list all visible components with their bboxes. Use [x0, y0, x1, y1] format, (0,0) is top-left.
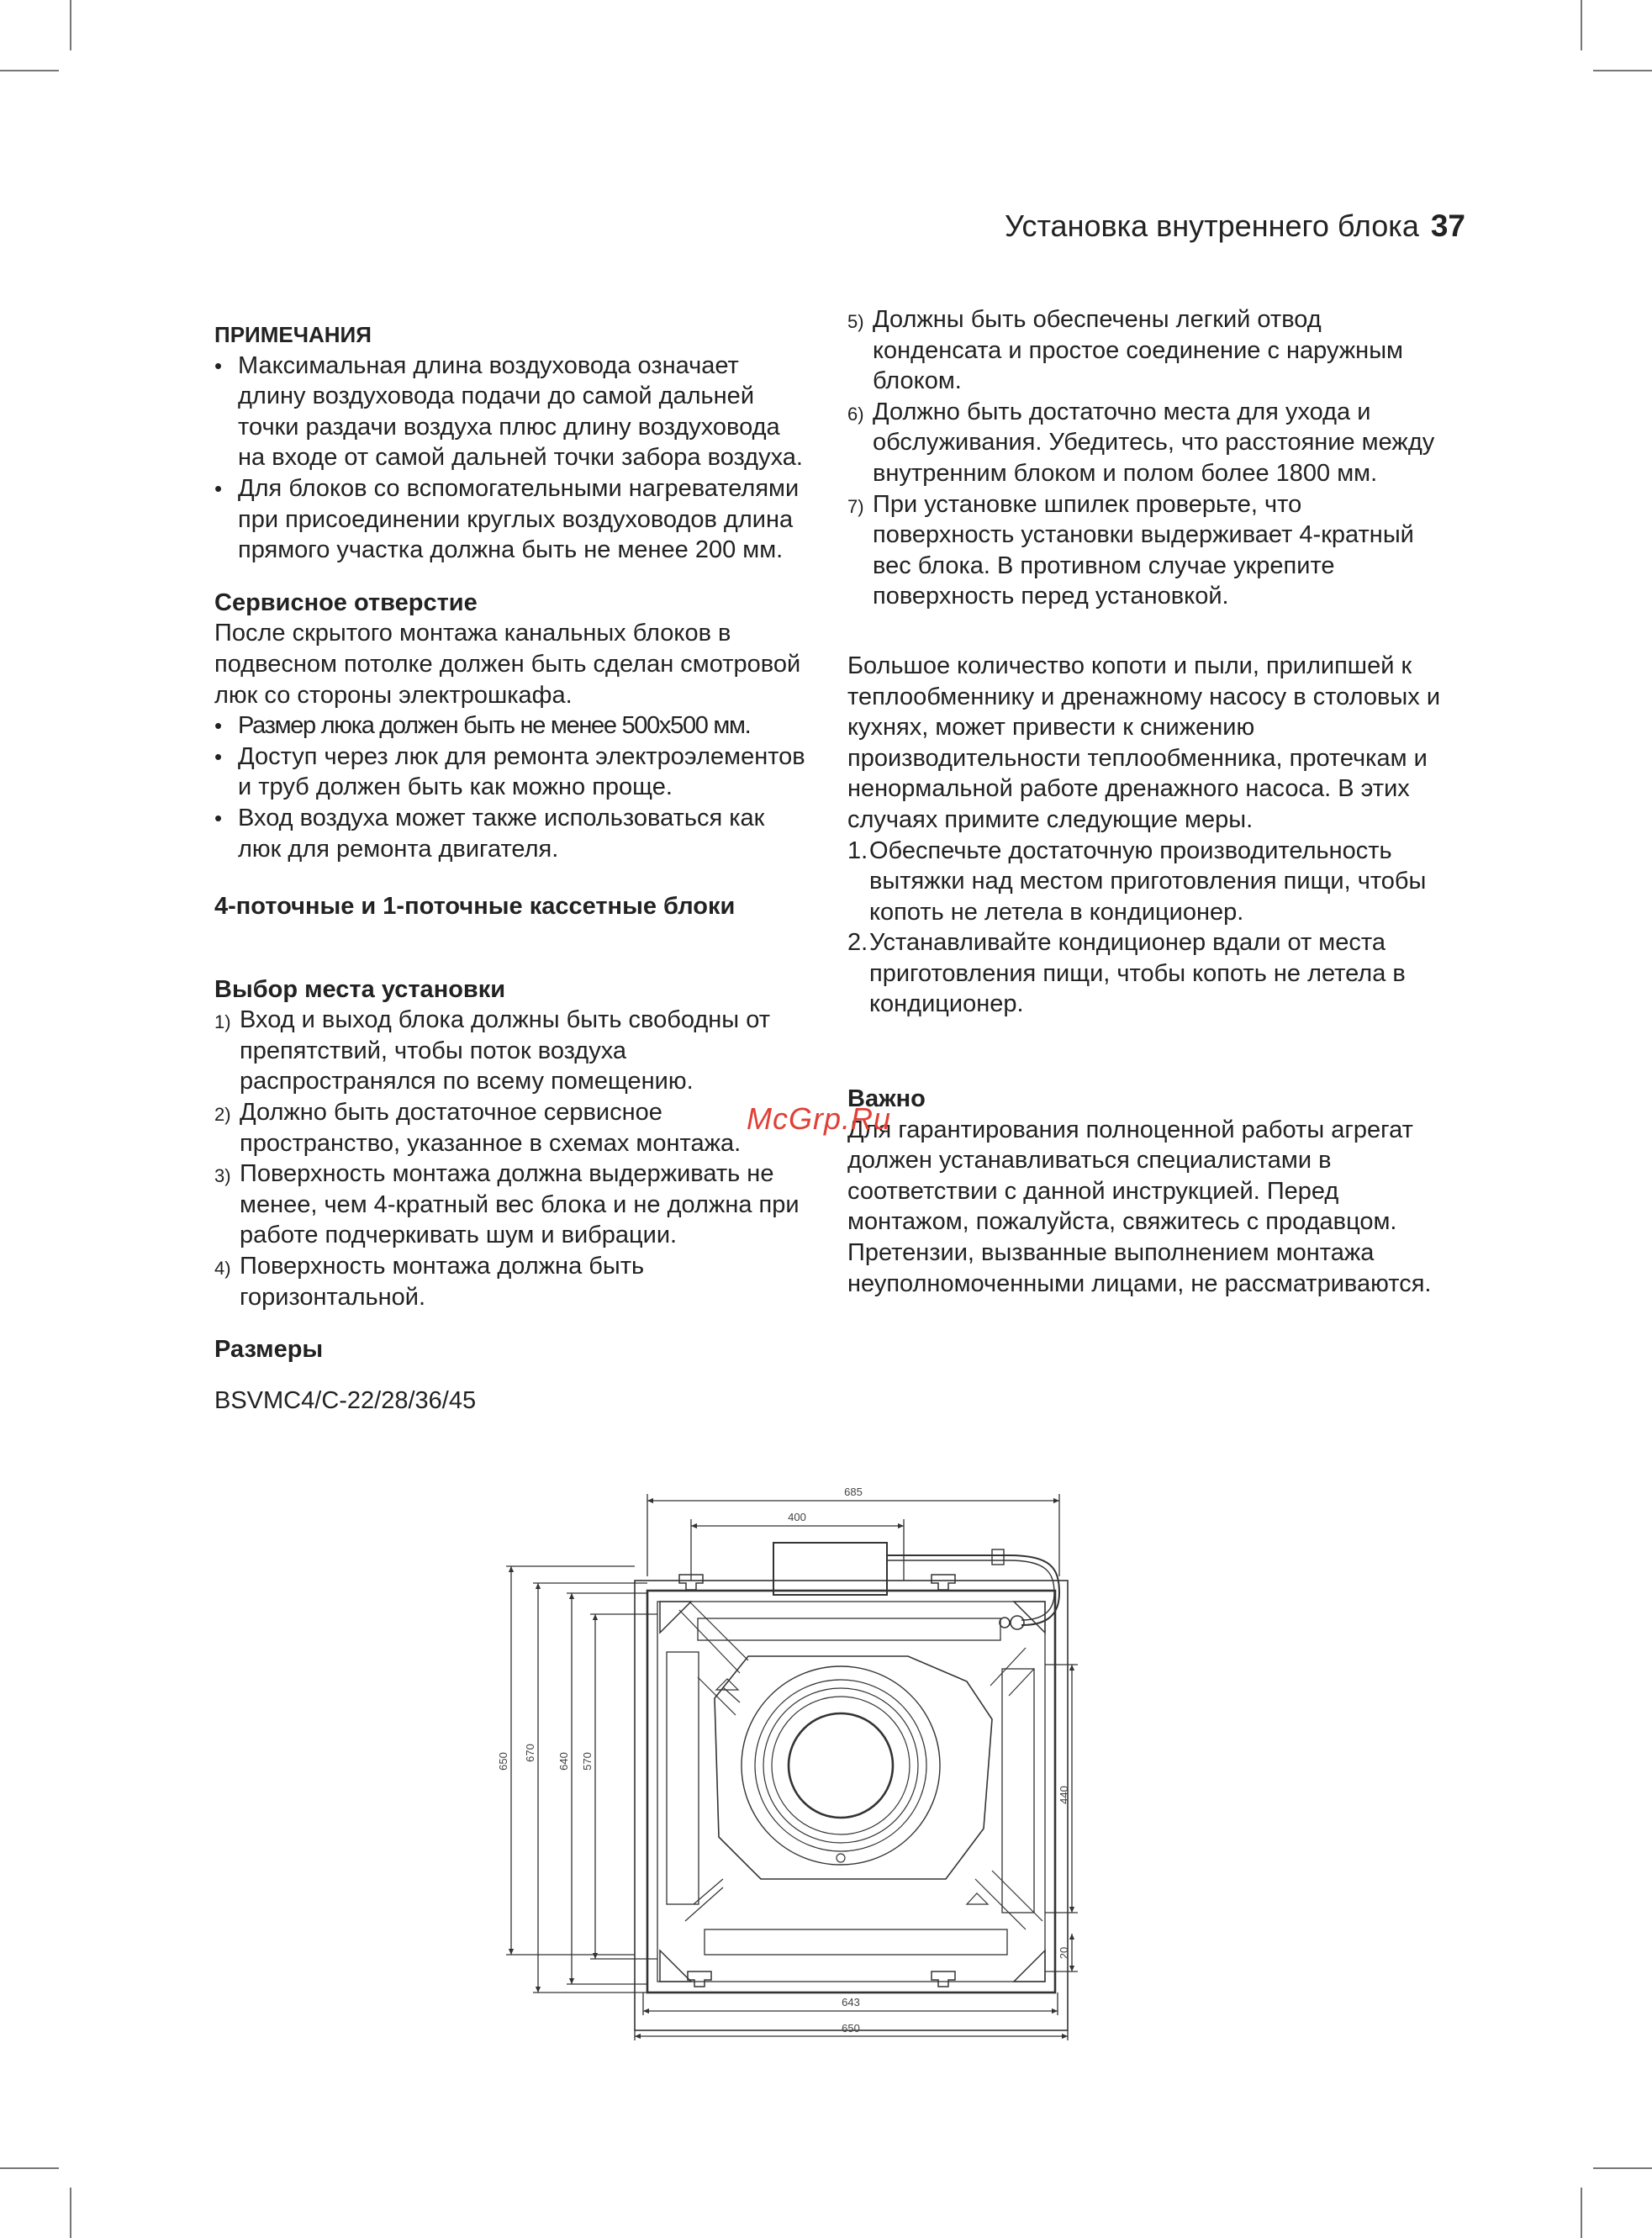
model-label: BSVMC4/C-22/28/36/45 [214, 1386, 477, 1414]
dimensions-drawing [471, 1475, 1110, 2047]
crop-mark [70, 2188, 71, 2238]
soot-item: Устанавливайте кондиционер вдали от места приготовления пищи, чтобы копоть не летела в кондиционер. [869, 929, 1406, 1018]
list-item [847, 489, 1449, 612]
list-item: • Размер люка должен быть не менее 500х500 мм. [214, 710, 807, 742]
list-item [847, 304, 1449, 397]
item-number: 7) [847, 495, 864, 517]
item-number: 5) [847, 311, 864, 332]
crop-mark [0, 2167, 59, 2169]
location-item: Поверхность монтажа должна выдерживать не менее, чем 4-кратный вес блока и не должна при работе подчеркивать шум и вибрации. [240, 1160, 800, 1249]
page-number: 37 [1430, 208, 1465, 243]
service-item: Доступ через люк для ремонта электроэлементов и труб должен быть как можно проще. [238, 742, 805, 801]
service-item: Размер люка должен быть не менее 500х500 мм. [238, 712, 751, 740]
notes-item: Для блоков со вспомогательными нагревателями при присоединении круглых воздуховодов длина прямого участка должна быть не менее 200 мм. [238, 474, 800, 564]
crop-mark [1593, 2167, 1652, 2169]
dim-label: 20 [1058, 1946, 1070, 1960]
important-heading: Важно [847, 1085, 926, 1113]
list-item [847, 836, 1449, 928]
crop-mark [0, 70, 59, 71]
item-number: 1) [214, 1011, 231, 1033]
notes-heading: ПРИМЕЧАНИЯ [214, 322, 372, 347]
dim-label: 650 [842, 2022, 860, 2035]
service-intro: После скрытого монтажа канальных блоков в подвесном потолке должен быть сделан смотровой люк со стороны электрошкафа. [214, 620, 801, 709]
dim-label: 640 [557, 1752, 570, 1771]
item-number: 2) [214, 1104, 231, 1126]
list-item [214, 1159, 807, 1251]
soot-intro: Большое количество копоти и пыли, прилипшей к теплообменнику и дренажному насосу в столовых и кухнях, может привести к снижению производительности теплообменника, протечкам и ненормальной работе дренажного насоса. В этих случаях примите следующие меры. [847, 652, 1441, 833]
left-column [214, 319, 807, 1416]
page-header [1005, 208, 1465, 244]
dim-label: 440 [1058, 1786, 1070, 1804]
location-item: Вход и выход блока должны быть свободны от препятствий, чтобы поток воздуха распространялся по всему помещению. [240, 1006, 770, 1095]
notes-item: Максимальная длина воздуховода означает длину воздуховода подачи до самой дальней точки раздачи воздуха плюс длину воздуховода на входе от самой дальней точки забора воздуха. [238, 351, 803, 472]
item-number: 3) [214, 1165, 231, 1187]
control-box [773, 1543, 887, 1595]
location-heading: Выбор места установки [214, 975, 506, 1003]
list-item [847, 927, 1449, 1020]
list-item: • Максимальная длина воздуховода означает длину воздуховода подачи до самой дальней точки раздачи воздуха плюс длину воздуховода на входе от самой дальней точки забора воздуха. [214, 351, 807, 473]
service-item: Вход воздуха может также использоваться как люк для ремонта двигателя. [238, 804, 765, 863]
location-item: Должно быть достаточно места для ухода и обслуживания. Убедитесь, что расстояние между внутренним блоком и полом более 1800 мм. [873, 398, 1435, 487]
dim-label: 643 [842, 1996, 860, 2008]
dim-label: 400 [788, 1511, 806, 1523]
service-heading: Сервисное отверстие [214, 589, 478, 616]
item-number: 6) [847, 403, 864, 425]
crop-mark [1581, 0, 1582, 50]
list-item [214, 1251, 807, 1312]
item-number: 1. [847, 837, 868, 864]
location-item: Должны быть обеспечены легкий отвод конденсата и простое соединение с наружным блоком. [873, 306, 1403, 395]
dimensions-heading: Размеры [214, 1336, 324, 1364]
crop-mark [1593, 70, 1652, 71]
list-item: • Доступ через люк для ремонта электроэлементов и труб должен быть как можно проще. [214, 742, 807, 803]
dim-label: 670 [524, 1744, 536, 1762]
location-item: Поверхность монтажа должна быть горизонтальной. [240, 1253, 645, 1311]
list-item: • Вход воздуха может также использоваться как люк для ремонта двигателя. [214, 803, 807, 864]
location-item: При установке шпилек проверьте, что поверхность установки выдерживает 4-кратный вес блока. В противном случае укрепите поверхность перед установкой. [873, 490, 1414, 610]
dim-label: 685 [844, 1486, 863, 1498]
header-title: Установка внутреннего блока [1005, 208, 1419, 243]
important-text: Для гарантирования полноценной работы агрегат должен устанавливаться специалистами в соответствии с данной инструкцией. Перед монтажом, пожалуйста, свяжитесь с продавцом. Претензии, вызванные выполнением монтажа неуполномоченными лицами, не рассматриваются. [847, 1116, 1432, 1297]
list-item [214, 1005, 807, 1097]
item-number: 4) [214, 1258, 231, 1280]
crop-mark [1581, 2188, 1582, 2238]
unit-body [635, 1581, 1068, 2030]
fan-center [789, 1713, 893, 1818]
dim-label: 570 [581, 1752, 594, 1771]
item-number: 2. [847, 929, 868, 957]
panel-outline [647, 1591, 1055, 1993]
list-item [214, 1097, 807, 1159]
soot-item: Обеспечьте достаточную производительность вытяжки над местом приготовления пищи, чтобы копоть не летела в кондиционер. [869, 837, 1427, 926]
list-item: • Для блоков со вспомогательными нагревателями при присоединении круглых воздуховодов длина прямого участка должна быть не менее 200 мм. [214, 473, 807, 566]
cassette-heading: 4-поточные и 1-поточные кассетные блоки [214, 893, 736, 921]
list-item [847, 397, 1449, 489]
dim-label: 650 [497, 1752, 509, 1771]
crop-mark [70, 0, 71, 50]
right-column [847, 304, 1449, 1299]
watermark: McGrp.Ru [747, 1101, 892, 1136]
location-item: Должно быть достаточное сервисное пространство, указанное в схемах монтажа. [240, 1099, 742, 1157]
